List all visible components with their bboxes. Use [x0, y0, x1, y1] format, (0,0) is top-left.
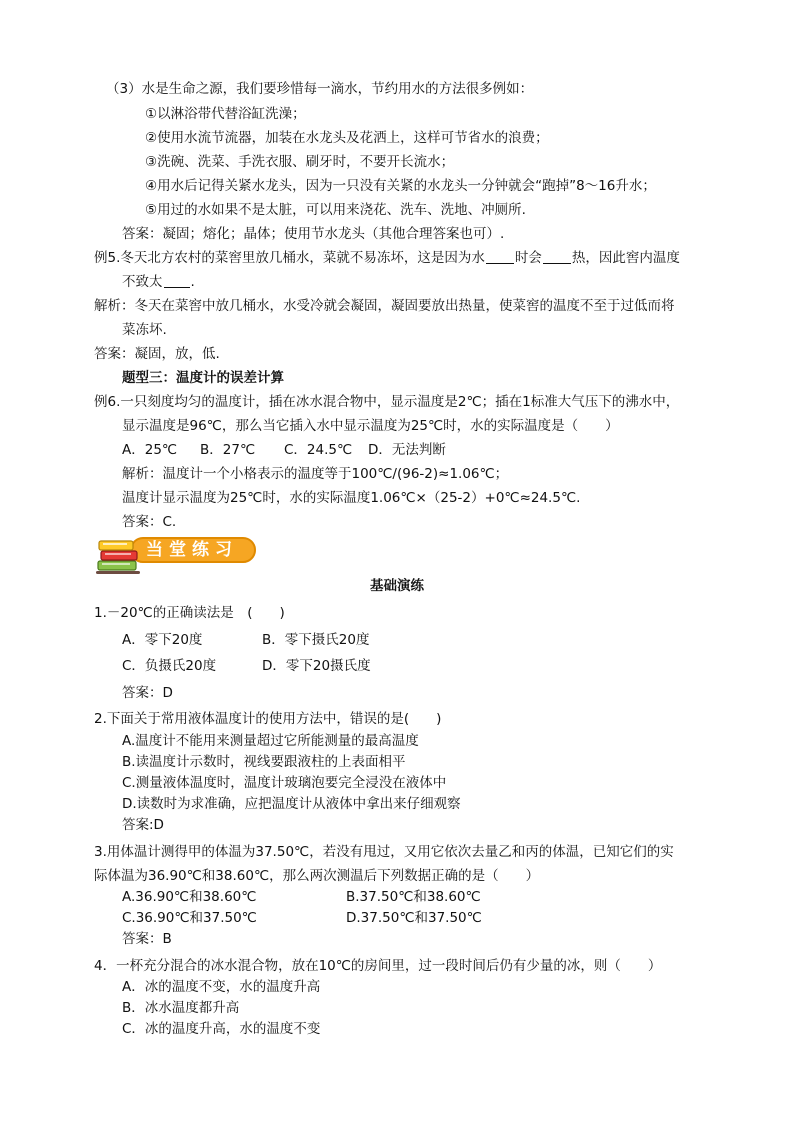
q2-option: A.温度计不能用来测量超过它所能测量的最高温度 [122, 733, 419, 749]
q3-option: D.37.50℃和37.50℃ [346, 910, 482, 926]
q1-stem: 1.－20℃的正确读法是 ( ) [94, 605, 285, 621]
q2-stem: 2.下面关于常用液体温度计的使用方法中，错误的是( ) [94, 711, 442, 727]
q3-answer: 答案：B [122, 931, 172, 947]
practice-title: 基础演练 [370, 578, 424, 594]
part3-item: ①以淋浴带代替浴缸洗澡； [145, 106, 306, 122]
banner-label: 当堂练习 [146, 540, 238, 560]
answer-blank [543, 249, 571, 264]
q3-option: C.36.90℃和37.50℃ [122, 910, 257, 926]
q4-option: C．冰的温度升高，水的温度不变 [122, 1021, 321, 1037]
ex5-analysis: 解析：冬天在菜窖中放几桶水，水受冷就会凝固，凝固要放出热量，使菜窖的温度不至于过低而将 [94, 298, 675, 314]
ex6-answer: 答案：C. [122, 514, 177, 530]
q1-option: D．零下20摄氏度 [262, 658, 371, 674]
q2-option: D.读数时为求准确，应把温度计从液体中拿出来仔细观察 [122, 796, 461, 812]
part3-item: ④用水后记得关紧水龙头，因为一只没有关紧的水龙头一分钟就会“跑掉”8～16升水； [145, 178, 656, 194]
part3-answer: 答案：凝固；熔化；晶体；使用节水龙头（其他合理答案也可）. [122, 226, 505, 242]
ex5-analysis-cont: 菜冻坏. [122, 322, 167, 338]
part3-item: ⑤用过的水如果不是太脏，可以用来浇花、洗车、洗地、冲厕所. [145, 202, 526, 218]
answer-blank [486, 249, 514, 264]
ex6-option: C．24.5℃ [284, 442, 353, 458]
ex5-answer: 答案：凝固，放，低. [94, 346, 220, 362]
part3-item: ③洗碗、洗菜、手洗衣服、刷牙时，不要开长流水； [145, 154, 455, 170]
ex5-question-line2: 不致太 . [122, 274, 195, 290]
ex6-question-line1: 例6.一只刻度均匀的温度计，插在冰水混合物中，显示温度是2℃；插在1标准大气压下的沸水中， [94, 394, 680, 410]
q1-answer: 答案：D [122, 685, 173, 701]
q3-option: A.36.90℃和38.60℃ [122, 889, 257, 905]
q3-option: B.37.50℃和38.60℃ [346, 889, 481, 905]
part3-item: ②使用水流节流器，加装在水龙头及花洒上，这样可节省水的浪费； [145, 130, 549, 146]
ex6-option: D．无法判断 [368, 442, 446, 458]
ex6-option: B．27℃ [200, 442, 256, 458]
q3-stem-cont: 际体温为36.90℃和38.60℃，那么两次测温后下列数据正确的是（ ） [94, 868, 540, 884]
q4-option: A．冰的温度不变，水的温度升高 [122, 979, 321, 995]
section-title: 题型三：温度计的误差计算 [122, 370, 284, 386]
answer-blank [164, 273, 190, 288]
q4-stem: 4．一杯充分混合的冰水混合物，放在10℃的房间里，过一段时间后仍有少量的冰，则（ ） [94, 958, 662, 974]
ex6-option: A．25℃ [122, 442, 178, 458]
ex6-analysis-cont: 温度计显示温度为25℃时，水的实际温度1.06℃×（25-2）+0℃≈24.5℃. [122, 490, 581, 506]
q4-option: B．冰水温度都升高 [122, 1000, 240, 1016]
q1-option: B．零下摄氏20度 [262, 632, 370, 648]
ex5-question-line1: 例5.冬天北方农村的菜窖里放几桶水，菜就不易冻坏，这是因为水 时会 热，因此窖内温度 [94, 250, 680, 266]
practice-banner [94, 527, 260, 579]
q2-answer: 答案:D [122, 817, 164, 833]
books-icon [94, 527, 146, 579]
ex6-analysis: 解析：温度计一个小格表示的温度等于100℃/(96-2)≈1.06℃； [122, 466, 509, 482]
part3-intro: （3）水是生命之源，我们要珍惜每一滴水，节约用水的方法很多例如： [106, 81, 534, 97]
q1-option: A．零下20度 [122, 632, 203, 648]
q1-option: C．负摄氏20度 [122, 658, 217, 674]
ex6-question-line2: 显示温度是96℃，那么当它插入水中显示温度为25℃时，水的实际温度是（ ） [122, 418, 619, 434]
q3-stem: 3.用体温计测得甲的体温为37.50℃，若没有甩过，又用它依次去量乙和丙的体温，已知它们的实 [94, 844, 674, 860]
q2-option: C.测量液体温度时，温度计玻璃泡要完全浸没在液体中 [122, 775, 447, 791]
q2-option: B.读温度计示数时，视线要跟液柱的上表面相平 [122, 754, 406, 770]
